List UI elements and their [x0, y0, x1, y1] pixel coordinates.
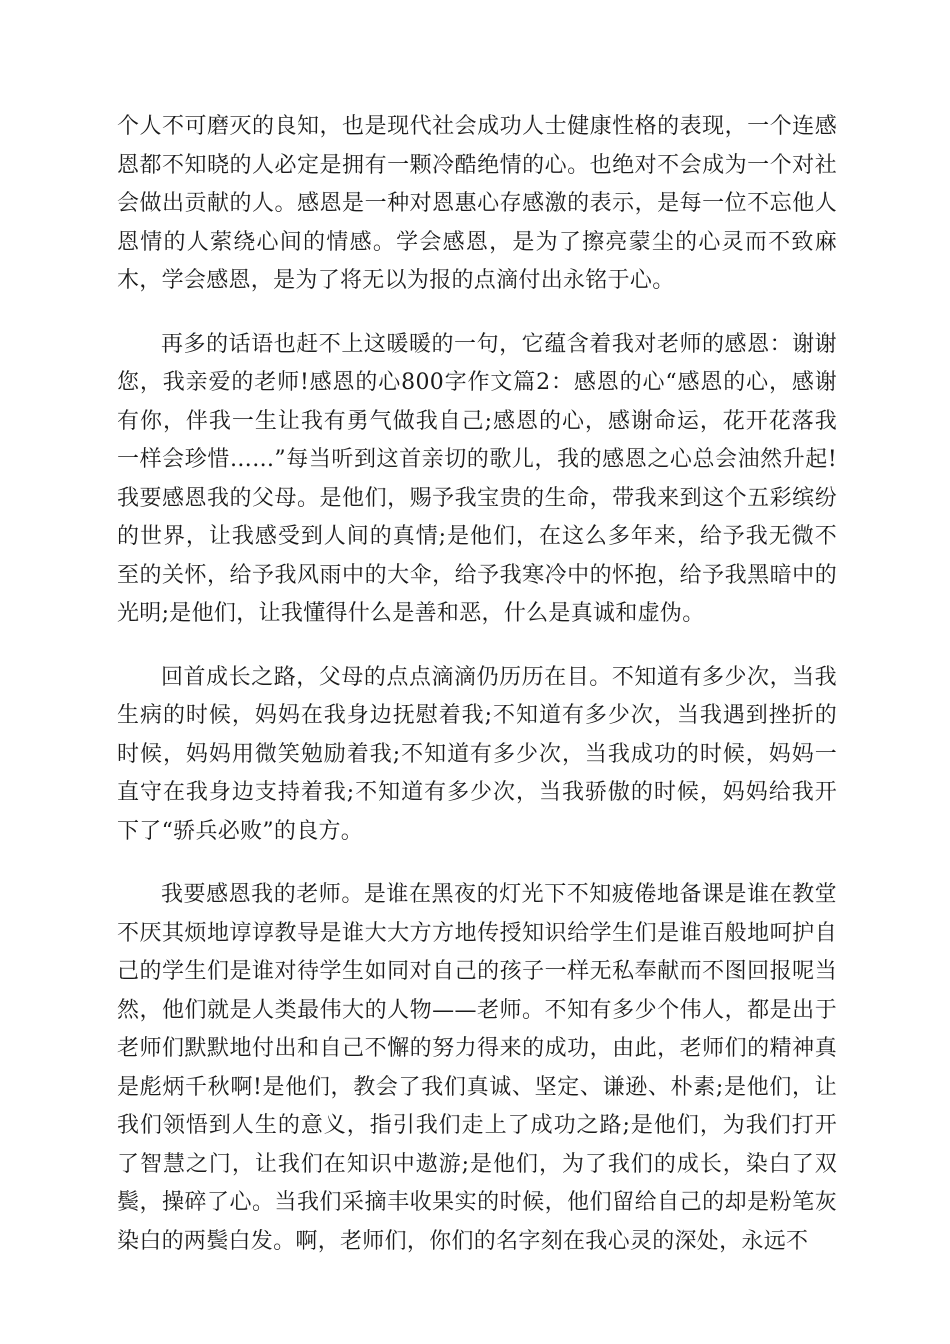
paragraph-1: 个人不可磨灭的良知，也是现代社会成功人士健康性格的表现，一个连感恩都不知晓的人必定是拥有一颗冷酷绝情的心。也绝对不会成为一个对社会做出贡献的人。感恩是一种对恩惠心存感激的表示，是每一位不忘他人恩情的人萦绕心间的情感。学会感恩，是为了擦亮蒙尘的心灵而不致麻木，学会感恩，是为了将无以为报的点滴付出永铭于心。	[117, 114, 837, 293]
paragraph-2: 再多的话语也赶不上这暖暖的一句，它蕴含着我对老师的感恩：谢谢您，我亲爱的老师!感恩的心800字作文篇2：感恩的心“感恩的心，感谢有你，伴我一生让我有勇气做我自己;感恩的心，感谢命运，花开花落我一样会珍惜……”每当听到这首亲切的歌儿，我的感恩之心总会油然升起!我要感恩我的父母。是他们，赐予我宝贵的生命，带我来到这个五彩缤纷的世界，让我感受到人间的真情;是他们，在这么多年来，给予我无微不至的关怀，给予我风雨中的大伞，给予我寒冷中的怀抱，给予我黑暗中的光明;是他们，让我懂得什么是善和恶，什么是真诚和虚伪。	[117, 331, 837, 626]
paragraph-4: 我要感恩我的老师。是谁在黑夜的灯光下不知疲倦地备课是谁在教堂不厌其烦地谆谆教导是谁大大方方地传授知识给学生们是谁百般地呵护自己的学生们是谁对待学生如同对自己的孩子一样无私奉献而不图回报呢当然，他们就是人类最伟大的人物——老师。不知有多少个伟人，都是出于老师们默默地付出和自己不懈的努力得来的成功，由此，老师们的精神真是彪炳千秋啊!是他们，教会了我们真诚、坚定、谦逊、朴素;是他们，让我们领悟到人生的意义，指引我们走上了成功之路;是他们，为我们打开了智慧之门，让我们在知识中遨游;是他们，为了我们的成长，染白了双鬓，操碎了心。当我们采摘丰收果实的时候，他们留给自己的却是粉笔灰染白的两鬓白发。啊，老师们，你们的名字刻在我心灵的深处，永远不	[117, 882, 837, 1254]
paragraph-3: 回首成长之路，父母的点点滴滴仍历历在目。不知道有多少次，当我生病的时候，妈妈在我身边抚慰着我;不知道有多少次，当我遇到挫折的时候，妈妈用微笑勉励着我;不知道有多少次，当我成功的时候，妈妈一直守在我身边支持着我;不知道有多少次，当我骄傲的时候，妈妈给我开下了“骄兵必败”的良方。	[117, 664, 837, 844]
document-page	[117, 108, 837, 1261]
